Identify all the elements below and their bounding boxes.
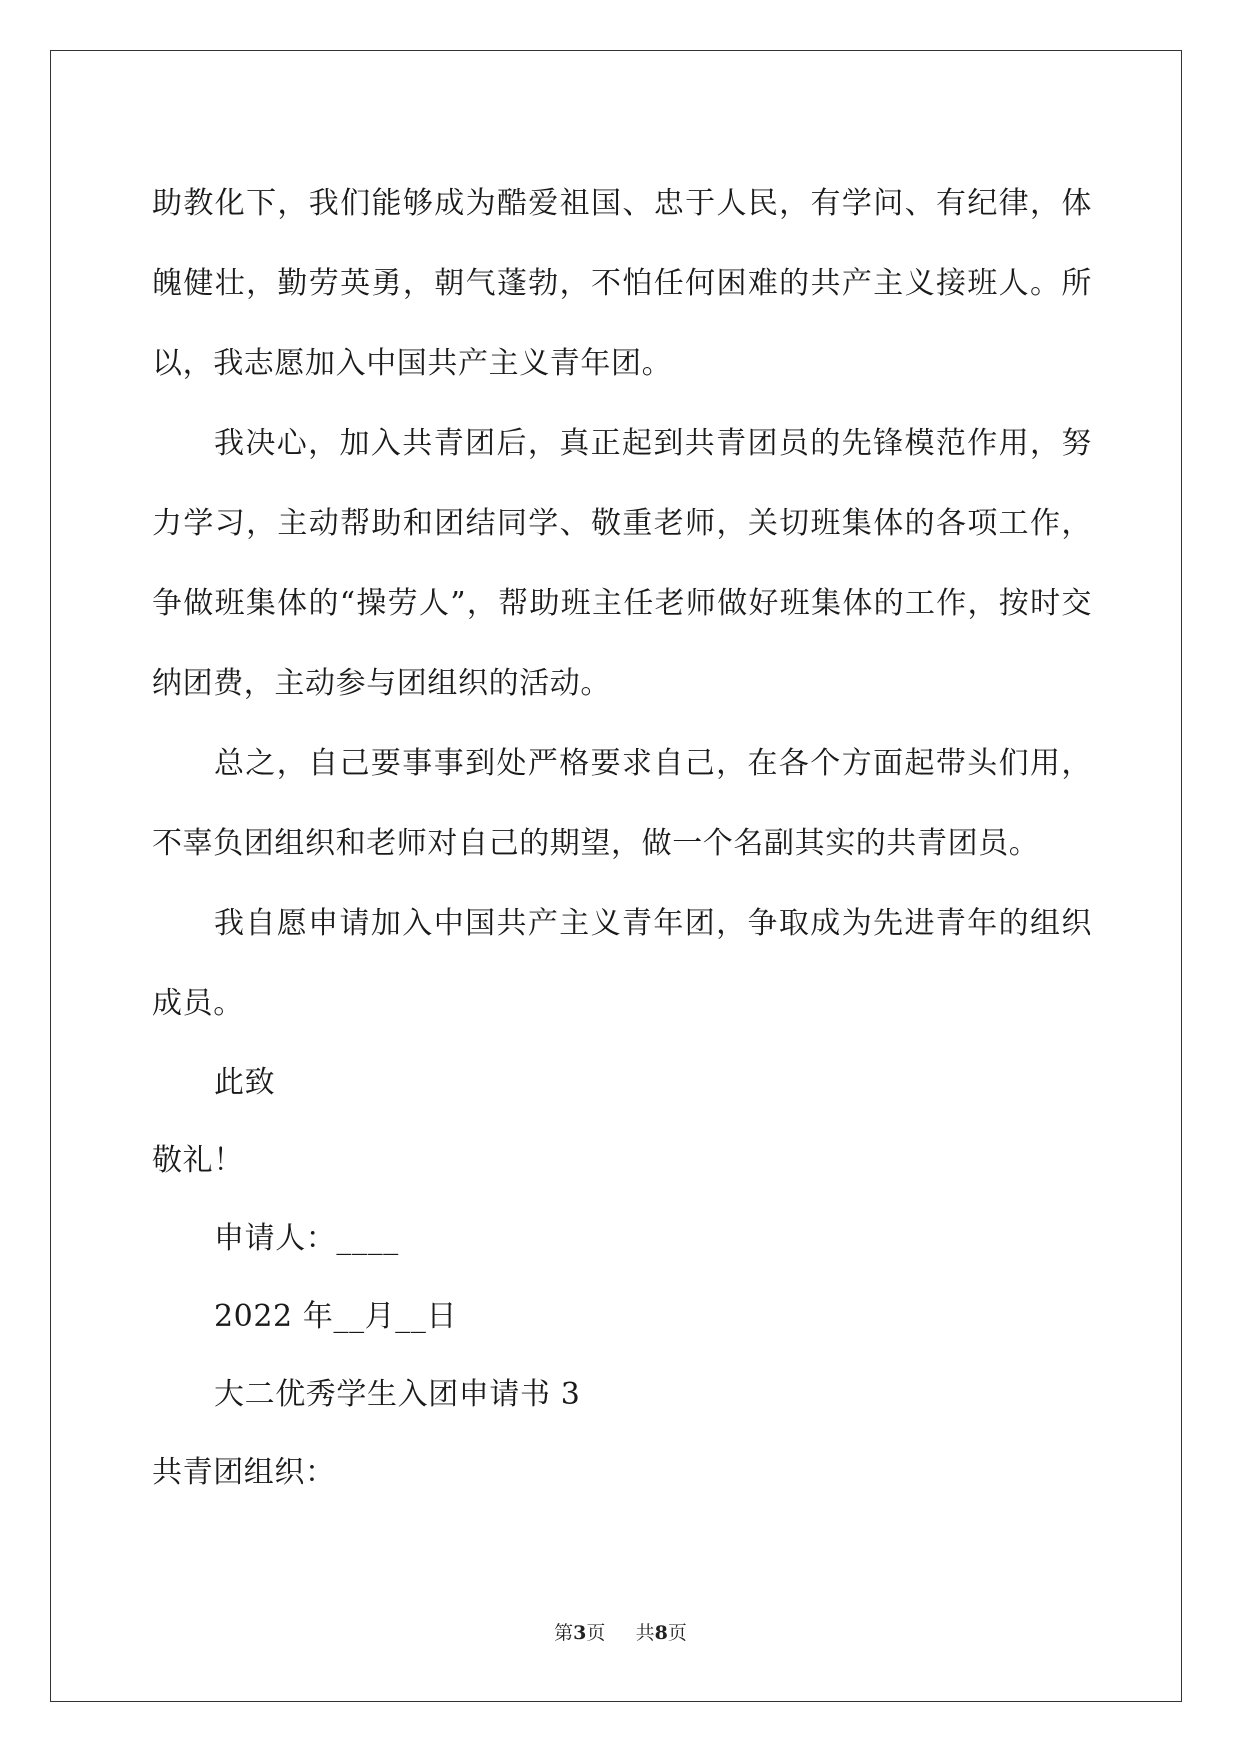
section-title: 大二优秀学生入团申请书 3	[214, 1377, 581, 1412]
footer-total-prefix: 共	[635, 1622, 655, 1644]
page-footer	[0, 1618, 1241, 1645]
text-line: 魄健壮，勤劳英勇，朝气蓬勃，不怕任何困难的共产主义接班人。所	[152, 266, 1092, 301]
text-line: 争做班集体的“操劳人”，帮助班主任老师做好班集体的工作，按时交	[152, 586, 1092, 621]
footer-page-number: 3	[573, 1622, 587, 1644]
text-line: 我自愿申请加入中国共产主义青年团，争取成为先进青年的组织	[214, 906, 1092, 941]
text-line: 纳团费，主动参与团组织的活动。	[152, 666, 611, 701]
closing-text: 此致	[214, 1065, 276, 1100]
salute-text: 敬礼！	[152, 1143, 244, 1178]
text-line: 力学习，主动帮助和团结同学、敬重老师，关切班集体的各项工作，	[152, 506, 1092, 541]
text-line: 助教化下，我们能够成为酷爱祖国、忠于人民，有学问、有纪律，体	[152, 186, 1092, 221]
footer-prefix: 第	[554, 1622, 574, 1644]
text-line: 成员。	[152, 986, 244, 1021]
date-line: 2022 年__月__日	[214, 1299, 458, 1334]
text-line: 以，我志愿加入中国共产主义青年团。	[152, 346, 673, 381]
applicant-line: 申请人：____	[214, 1221, 399, 1256]
footer-page-suffix: 页	[586, 1622, 606, 1644]
greeting-line: 共青团组织：	[152, 1455, 336, 1490]
footer-total-suffix: 页	[667, 1622, 687, 1644]
footer-total-pages: 8	[654, 1622, 668, 1644]
document-body	[152, 164, 1092, 1512]
text-line: 总之，自己要事事到处严格要求自己，在各个方面起带头们用，	[214, 746, 1092, 781]
text-line: 我决心，加入共青团后，真正起到共青团员的先锋模范作用，努	[214, 426, 1092, 461]
text-line: 不辜负团组织和老师对自己的期望，做一个名副其实的共青团员。	[152, 826, 1040, 861]
